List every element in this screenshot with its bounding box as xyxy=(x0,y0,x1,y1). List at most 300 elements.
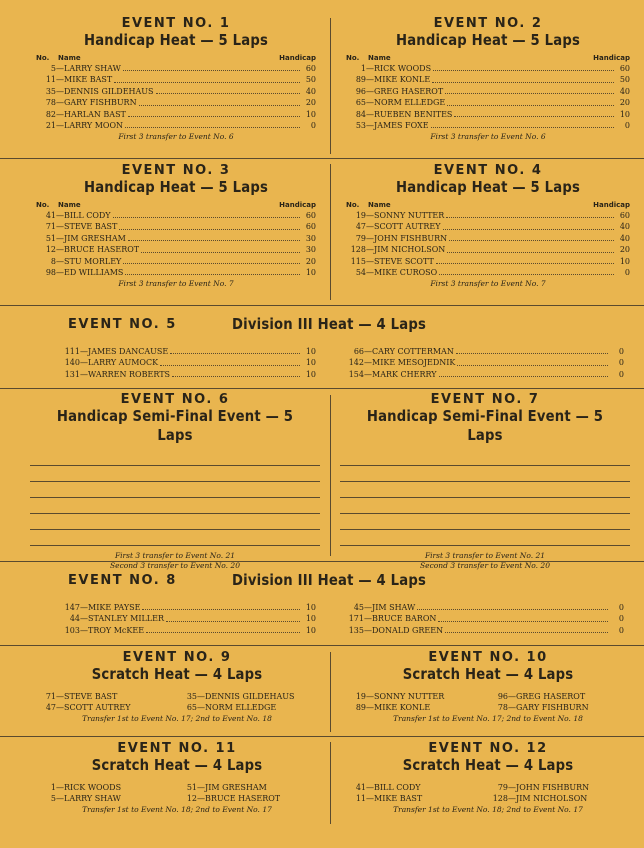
rider-name: STANLEY MILLER xyxy=(88,614,164,624)
separator: — xyxy=(366,222,374,232)
rider-name: STEVE BAST xyxy=(64,692,118,701)
rider-row xyxy=(346,120,630,131)
entry-number: 82 xyxy=(45,109,56,119)
handicap-value: 10 xyxy=(305,369,316,379)
entry-number: 142 xyxy=(348,358,364,368)
rider-name: MIKE BAST xyxy=(374,794,423,804)
leader-dots xyxy=(119,221,300,229)
rider-row xyxy=(346,63,630,74)
handicap-value: 0 xyxy=(618,614,624,624)
entry-number: 128 xyxy=(492,794,508,804)
separator: — xyxy=(366,267,374,277)
separator: — xyxy=(56,64,64,73)
rider-name: DONALD GREEN xyxy=(372,625,444,635)
separator: — xyxy=(366,109,374,119)
event-number: EVENT NO. 7 xyxy=(430,392,540,407)
rider-name: JOHN FISHBURN xyxy=(374,233,448,243)
separator: — xyxy=(80,603,88,612)
rider-name: LARRY SHAW xyxy=(64,794,121,804)
separator: — xyxy=(366,256,374,266)
column-header xyxy=(36,201,316,210)
rider-name: JAMES DANCAUSE xyxy=(88,347,169,356)
leader-dots xyxy=(172,369,300,377)
leader-dots xyxy=(170,346,300,354)
blank-entry-line xyxy=(30,513,320,514)
rider-row xyxy=(488,702,630,713)
rider-row xyxy=(36,221,316,232)
separator: — xyxy=(56,245,64,255)
transfer-note: Transfer 1st to Event No. 17; 2nd to Event No. 18 xyxy=(82,713,272,723)
rider-row xyxy=(346,74,630,85)
rider-row xyxy=(346,782,488,793)
transfer-note: First 3 transfer to Event No. 6 xyxy=(118,132,234,142)
rider-row xyxy=(36,63,316,74)
rider-name: MIKE KONLE xyxy=(374,75,431,85)
separator: — xyxy=(366,86,374,96)
handicap-value: 60 xyxy=(619,211,630,220)
blank-entry-line xyxy=(340,513,630,514)
entry-number: 53 xyxy=(355,120,366,130)
entry-number: 79 xyxy=(355,233,366,243)
separator: — xyxy=(366,783,374,792)
blank-entry-line xyxy=(30,481,320,482)
header-no: No. xyxy=(346,54,360,62)
column-header xyxy=(346,54,630,63)
divider xyxy=(330,164,331,300)
entry-number: 103 xyxy=(64,625,80,635)
separator: — xyxy=(364,603,372,612)
leader-dots xyxy=(436,256,614,264)
event-title: Handicap Heat — 5 Laps xyxy=(395,178,580,196)
event-number: EVENT NO. 10 xyxy=(428,650,548,665)
rider-name: BRUCE HASEROT xyxy=(64,245,140,255)
separator: — xyxy=(366,233,374,243)
rider-grid xyxy=(346,782,630,805)
event-number: EVENT NO. 1 xyxy=(121,16,231,31)
rider-row xyxy=(36,244,316,255)
transfer-note: First 3 transfer to Event No. 7 xyxy=(430,279,546,289)
entry-number: 171 xyxy=(348,614,364,624)
header-handicap: Handicap xyxy=(593,201,630,209)
separator: — xyxy=(366,120,374,130)
rider-name: STEVE SCOTT xyxy=(374,256,434,266)
entry-number: 5 xyxy=(50,64,56,73)
event-title: Handicap Heat — 5 Laps xyxy=(395,31,580,49)
leader-dots xyxy=(128,233,300,241)
separator: — xyxy=(366,98,374,108)
rider-row xyxy=(36,793,177,804)
separator: — xyxy=(197,703,205,713)
entry-number: 35 xyxy=(186,692,197,701)
separator: — xyxy=(56,86,64,96)
rider-name: MARK CHERRY xyxy=(372,369,437,379)
rider-name: NORM ELLEDGE xyxy=(205,703,277,713)
rider-column xyxy=(344,602,624,636)
rider-name: DENNIS GILDEHAUS xyxy=(205,692,295,701)
separator: — xyxy=(366,692,374,701)
rider-column xyxy=(177,782,318,805)
leader-dots xyxy=(141,244,300,252)
rider-name: GARY FISHBURN xyxy=(516,703,589,713)
rider-row xyxy=(346,109,630,120)
handicap-value: 40 xyxy=(305,86,316,96)
header-name: Name xyxy=(58,201,81,209)
blank-entry-line xyxy=(340,545,630,546)
event-title: Scratch Heat — 4 Laps xyxy=(91,756,263,774)
event-number: EVENT NO. 3 xyxy=(121,163,231,178)
leader-dots xyxy=(166,613,300,621)
leader-dots xyxy=(446,210,614,218)
rider-row xyxy=(346,691,488,702)
transfer-note: First 3 transfer to Event No. 6 xyxy=(430,132,546,142)
handicap-value: 40 xyxy=(619,233,630,243)
rider-row xyxy=(177,702,318,713)
handicap-value: 0 xyxy=(618,358,624,368)
entry-number: 135 xyxy=(348,625,364,635)
handicap-value: 20 xyxy=(305,98,316,108)
entry-number: 47 xyxy=(45,703,56,713)
entry-number: 89 xyxy=(355,75,366,85)
separator: — xyxy=(364,625,372,635)
handicap-value: 30 xyxy=(305,245,316,255)
entry-number: 71 xyxy=(45,222,56,232)
separator: — xyxy=(80,614,88,624)
rider-row xyxy=(344,602,624,613)
blank-entry-line xyxy=(340,465,630,466)
divider xyxy=(330,395,331,556)
leader-dots xyxy=(142,602,300,610)
entry-number: 12 xyxy=(186,794,197,804)
rider-name: LARRY MOON xyxy=(64,120,124,130)
rider-row xyxy=(346,267,630,278)
leader-dots xyxy=(445,86,614,94)
leader-dots xyxy=(125,120,300,128)
event-10-panel xyxy=(346,651,630,735)
leader-dots xyxy=(433,63,614,71)
entry-number: 12 xyxy=(45,245,56,255)
rider-grid xyxy=(36,782,318,805)
handicap-value: 10 xyxy=(305,614,316,624)
event-11-panel xyxy=(36,742,318,826)
separator: — xyxy=(366,211,374,220)
rider-name: JIM NICHOLSON xyxy=(516,794,588,804)
transfer-note: Transfer 1st to Event No. 18; 2nd to Event No. 17 xyxy=(393,804,583,814)
rider-name: SCOTT AUTREY xyxy=(64,703,131,713)
rider-name: WARREN ROBERTS xyxy=(88,369,171,379)
entry-lines xyxy=(340,465,630,546)
rider-row xyxy=(36,210,316,221)
entry-number: 140 xyxy=(64,358,80,368)
rider-row xyxy=(60,625,316,636)
transfer-note: Second 3 transfer to Event No. 20 xyxy=(420,561,550,570)
header-no: No. xyxy=(36,201,50,209)
event-header xyxy=(0,315,644,335)
rider-name: HARLAN BAST xyxy=(64,109,126,119)
event-title: Scratch Heat — 4 Laps xyxy=(91,665,263,683)
divider xyxy=(0,388,644,389)
rider-row xyxy=(344,357,624,368)
leader-dots xyxy=(113,210,300,218)
separator: — xyxy=(508,794,516,804)
rider-grid xyxy=(346,691,630,714)
event-3-panel xyxy=(36,164,316,302)
event-8-panel xyxy=(0,561,644,645)
event-2-panel xyxy=(346,17,630,155)
rider-row xyxy=(346,702,488,713)
handicap-value: 0 xyxy=(310,120,316,130)
transfer-note: First 3 transfer to Event No. 21 xyxy=(424,551,546,560)
rider-row xyxy=(36,782,177,793)
separator: — xyxy=(366,794,374,804)
rider-name: GREG HASEROT xyxy=(374,86,444,96)
rider-name: GARY FISHBURN xyxy=(64,98,137,108)
handicap-value: 10 xyxy=(305,358,316,368)
transfer-note: First 3 transfer to Event No. 7 xyxy=(118,279,234,289)
rider-row xyxy=(36,109,316,120)
leader-dots xyxy=(417,602,608,610)
rider-name: STU MORLEY xyxy=(64,256,122,266)
event-number: EVENT NO. 5 xyxy=(68,317,177,332)
event-title: Handicap Semi-Final Event — 5 Laps xyxy=(366,407,604,444)
rider-column xyxy=(488,691,630,714)
rider-column xyxy=(488,782,630,805)
separator: — xyxy=(364,347,372,356)
event-number: EVENT NO. 9 xyxy=(122,650,232,665)
handicap-value: 0 xyxy=(618,625,624,635)
rider-column xyxy=(60,602,316,636)
divider xyxy=(0,736,644,737)
handicap-value: 10 xyxy=(305,347,316,356)
rider-row xyxy=(36,267,316,278)
handicap-value: 60 xyxy=(305,64,316,73)
leader-dots xyxy=(457,357,608,365)
handicap-value: 10 xyxy=(305,625,316,635)
leader-dots xyxy=(128,109,300,117)
separator: — xyxy=(366,75,374,85)
event-title: Handicap Heat — 5 Laps xyxy=(83,31,268,49)
entry-number: 84 xyxy=(355,109,366,119)
handicap-value: 50 xyxy=(305,75,316,85)
rider-name: CARY COTTERMAN xyxy=(372,347,454,356)
leader-dots xyxy=(123,256,300,264)
rider-row xyxy=(36,702,177,713)
blank-entry-line xyxy=(30,465,320,466)
rider-name: RICK WOODS xyxy=(374,64,432,73)
rider-row xyxy=(346,233,630,244)
separator: — xyxy=(364,369,372,379)
divider xyxy=(0,645,644,646)
blank-entry-line xyxy=(30,529,320,530)
blank-entry-line xyxy=(340,529,630,530)
rider-name: SONNY NUTTER xyxy=(374,692,445,701)
event-title: Handicap Heat — 5 Laps xyxy=(83,178,268,196)
handicap-value: 50 xyxy=(619,75,630,85)
entry-number: 45 xyxy=(353,603,364,612)
rider-name: SONNY NUTTER xyxy=(374,211,445,220)
event-header xyxy=(0,571,644,591)
rider-name: NORM ELLEDGE xyxy=(374,98,446,108)
handicap-value: 0 xyxy=(618,603,624,612)
rider-row xyxy=(344,613,624,624)
handicap-value: 40 xyxy=(619,222,630,232)
rider-name: JOHN FISHBURN xyxy=(516,783,590,792)
rider-name: BRUCE HASEROT xyxy=(205,794,281,804)
rider-row xyxy=(346,210,630,221)
rider-name: BILL CODY xyxy=(374,783,421,792)
entry-number: 5 xyxy=(50,794,56,804)
rider-row xyxy=(346,256,630,267)
leader-dots xyxy=(114,74,300,82)
handicap-value: 40 xyxy=(619,86,630,96)
handicap-value: 60 xyxy=(619,64,630,73)
transfer-note: First 3 transfer to Event No. 21 xyxy=(114,551,236,560)
separator: — xyxy=(56,109,64,119)
blank-entry-line xyxy=(340,497,630,498)
leader-dots xyxy=(125,267,300,275)
event-9-panel xyxy=(36,651,318,735)
rider-name: ED WILLIAMS xyxy=(64,267,124,277)
header-name: Name xyxy=(58,54,81,62)
separator: — xyxy=(366,64,374,73)
rider-column xyxy=(177,691,318,714)
rider-name: GREG HASEROT xyxy=(516,692,586,701)
rider-name: LARRY AUMOCK xyxy=(88,358,159,368)
rider-row xyxy=(344,625,624,636)
rider-row xyxy=(488,691,630,702)
entry-number: 96 xyxy=(497,692,508,701)
rider-name: TROY McKEE xyxy=(88,625,145,635)
rider-name: RUEBEN BENITES xyxy=(374,109,453,119)
rider-name: BILL CODY xyxy=(64,211,111,220)
rider-name: LARRY SHAW xyxy=(64,64,121,73)
rider-row xyxy=(60,357,316,368)
event-5-panel xyxy=(0,305,644,388)
rider-name: JIM GRESHAM xyxy=(64,233,126,243)
separator: — xyxy=(80,369,88,379)
separator: — xyxy=(56,75,64,85)
handicap-value: 0 xyxy=(624,267,630,277)
rider-column xyxy=(36,691,177,714)
rider-name: RICK WOODS xyxy=(64,783,122,792)
transfer-note: Second 3 transfer to Event No. 20 xyxy=(110,561,240,570)
handicap-value: 60 xyxy=(305,211,316,220)
entry-number: 54 xyxy=(355,267,366,277)
header-handicap: Handicap xyxy=(593,54,630,62)
handicap-value: 10 xyxy=(305,109,316,119)
rider-column xyxy=(346,691,488,714)
rider-row xyxy=(36,97,316,108)
entry-number: 71 xyxy=(45,692,56,701)
separator: — xyxy=(56,703,64,713)
header-name: Name xyxy=(368,201,391,209)
entry-number: 41 xyxy=(45,211,56,220)
rider-row xyxy=(346,244,630,255)
separator: — xyxy=(508,703,516,713)
handicap-value: 60 xyxy=(305,222,316,232)
handicap-value: 10 xyxy=(305,267,316,277)
separator: — xyxy=(56,256,64,266)
entry-number: 96 xyxy=(355,86,366,96)
separator: — xyxy=(80,625,88,635)
entry-number: 78 xyxy=(45,98,56,108)
event-7-panel xyxy=(340,392,630,570)
entry-number: 89 xyxy=(355,703,366,713)
entry-number: 79 xyxy=(497,783,508,792)
separator: — xyxy=(364,614,372,624)
entry-number: 154 xyxy=(348,369,364,379)
entry-number: 1 xyxy=(50,783,56,792)
entry-number: 66 xyxy=(353,347,364,356)
header-name: Name xyxy=(368,54,391,62)
header-no: No. xyxy=(346,201,360,209)
divider xyxy=(0,158,644,159)
entry-number: 51 xyxy=(186,783,197,792)
entry-number: 19 xyxy=(355,211,366,220)
rider-name: BRUCE BARON xyxy=(372,614,437,624)
rider-name: DENNIS GILDEHAUS xyxy=(64,86,154,96)
transfer-note: Transfer 1st to Event No. 17; 2nd to Event No. 18 xyxy=(393,713,583,723)
header-handicap: Handicap xyxy=(279,54,316,62)
rider-column xyxy=(36,782,177,805)
separator: — xyxy=(197,692,205,701)
header-handicap: Handicap xyxy=(279,201,316,209)
leader-dots xyxy=(139,97,300,105)
transfer-note: Transfer 1st to Event No. 18; 2nd to Event No. 17 xyxy=(82,804,272,814)
event-number: EVENT NO. 12 xyxy=(428,741,548,756)
handicap-value: 20 xyxy=(305,256,316,266)
rider-name: JIM SHAW xyxy=(372,603,416,612)
separator: — xyxy=(508,692,516,701)
rider-row xyxy=(488,782,630,793)
entry-number: 78 xyxy=(497,703,508,713)
entry-number: 44 xyxy=(69,614,80,624)
rider-name: SCOTT AUTREY xyxy=(374,222,441,232)
rider-name: STEVE BAST xyxy=(64,222,118,232)
event-1-panel xyxy=(36,17,316,155)
entry-number: 41 xyxy=(355,783,366,792)
rider-name: MIKE MESOJEDNIK xyxy=(372,358,456,368)
event-number: EVENT NO. 2 xyxy=(433,16,543,31)
entry-number: 115 xyxy=(350,256,366,266)
header-no: No. xyxy=(36,54,50,62)
separator: — xyxy=(197,794,205,804)
leader-dots xyxy=(431,120,614,128)
entry-number: 65 xyxy=(186,703,197,713)
rider-name: MIKE PAYSE xyxy=(88,603,141,612)
entry-number: 35 xyxy=(45,86,56,96)
leader-dots xyxy=(439,369,608,377)
leader-dots xyxy=(123,63,300,71)
event-number: EVENT NO. 8 xyxy=(68,573,177,588)
leader-dots xyxy=(146,625,300,633)
event-title: Scratch Heat — 4 Laps xyxy=(402,756,574,774)
entry-number: 21 xyxy=(45,120,56,130)
handicap-value: 20 xyxy=(619,98,630,108)
leader-dots xyxy=(443,221,614,229)
event-title: Scratch Heat — 4 Laps xyxy=(402,665,574,683)
rider-row xyxy=(36,74,316,85)
leader-dots xyxy=(447,97,614,105)
rider-grid xyxy=(36,691,318,714)
event-number: EVENT NO. 11 xyxy=(117,741,237,756)
rider-row xyxy=(488,793,630,804)
leader-dots xyxy=(449,233,614,241)
divider xyxy=(330,652,331,732)
separator: — xyxy=(80,358,88,368)
separator: — xyxy=(56,794,64,804)
rider-row xyxy=(177,782,318,793)
rider-row xyxy=(346,221,630,232)
